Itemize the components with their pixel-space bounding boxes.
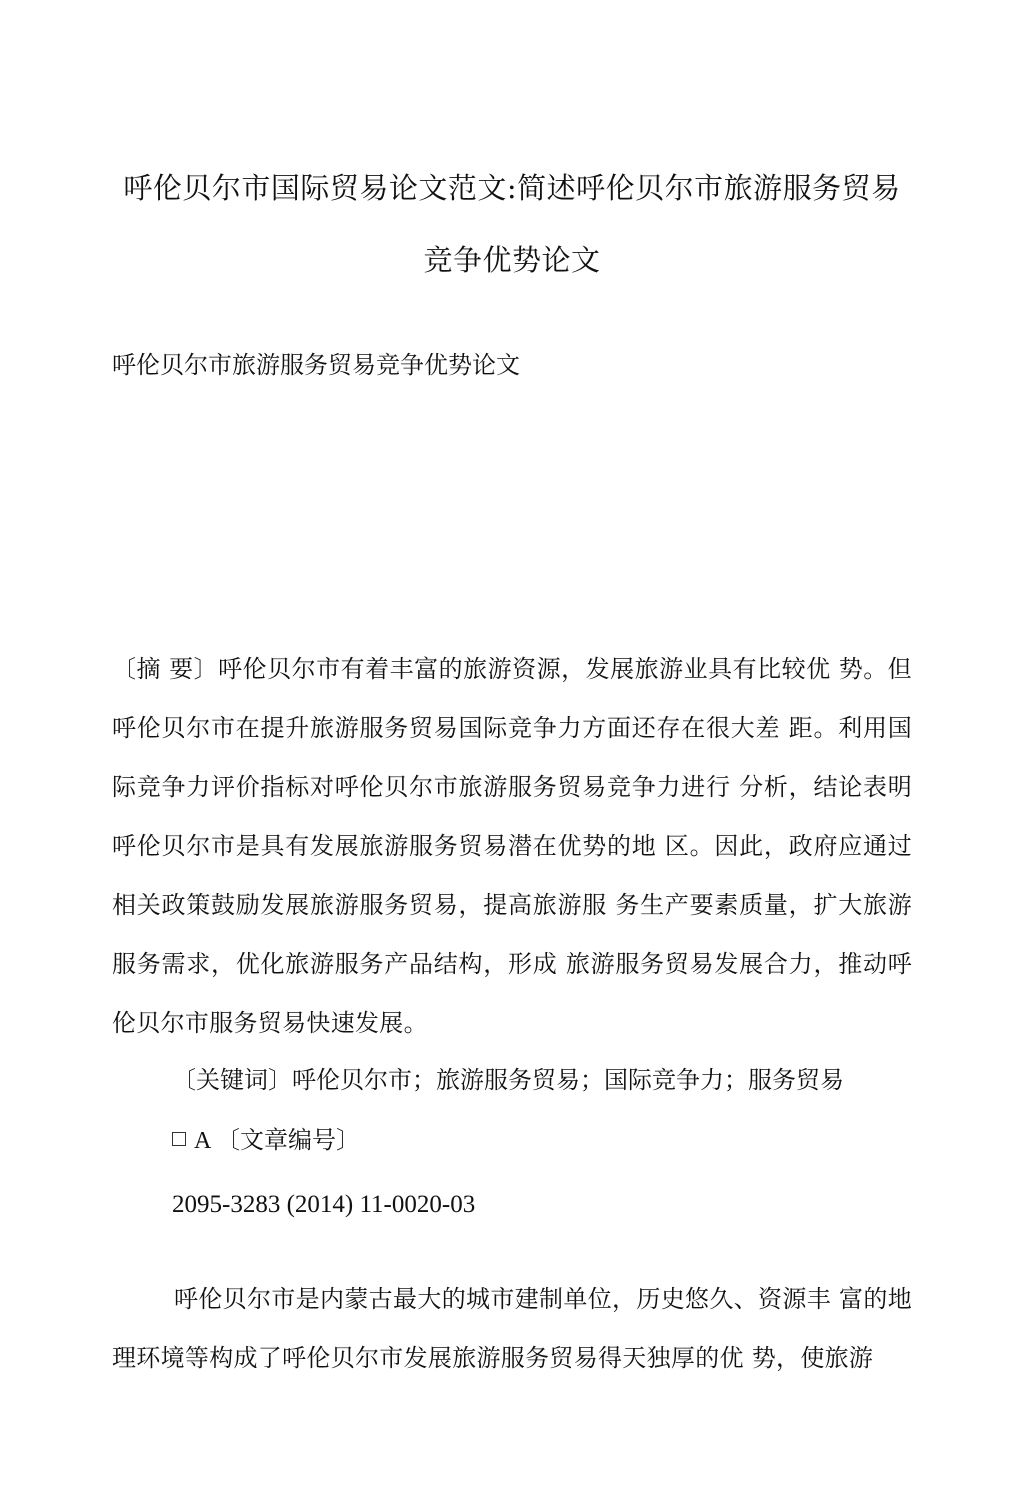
document-code-line: [172, 1120, 360, 1161]
document-title: 呼伦贝尔市国际贸易论文范文:简述呼伦贝尔市旅游服务贸易竞争优势论文: [123, 171, 901, 277]
keywords-line: 〔关键词〕呼伦贝尔市；旅游服务贸易；国际竞争力；服务贸易: [172, 1066, 844, 1094]
document-subtitle: 呼伦贝尔市旅游服务贸易竞争优势论文: [112, 351, 520, 379]
document-code-label: A 〔文章编号〕: [194, 1128, 361, 1154]
issn-line: 2095-3283 (2014) 11-0020-03: [172, 1191, 476, 1218]
abstract-paragraph: 〔摘 要〕呼伦贝尔市有着丰富的旅游资源，发展旅游业具有比较优 势。但呼伦贝尔市在提升旅游服务贸易国际竞争力方面还存在很大差 距。利用国际竞争力评价指标对呼伦贝尔市旅游服务贸易竞争力进行 分析，结论表明呼伦贝尔市是具有发展旅游服务贸易潜在优势的地 区。因此，政府应通过相关政策鼓励发展旅游服务贸易，提高旅游服 务生产要素质量，扩大旅游服务需求，优化旅游服务产品结构，形成 旅游服务贸易发展合力，推动呼伦贝尔市服务贸易快速发展。: [112, 655, 912, 1037]
checkbox-square-icon: [172, 1132, 186, 1146]
body-paragraph: 呼伦贝尔市是内蒙古最大的城市建制单位，历史悠久、资源丰 富的地理环境等构成了呼伦贝尔市发展旅游服务贸易得天独厚的优 势，使旅游: [112, 1285, 912, 1372]
